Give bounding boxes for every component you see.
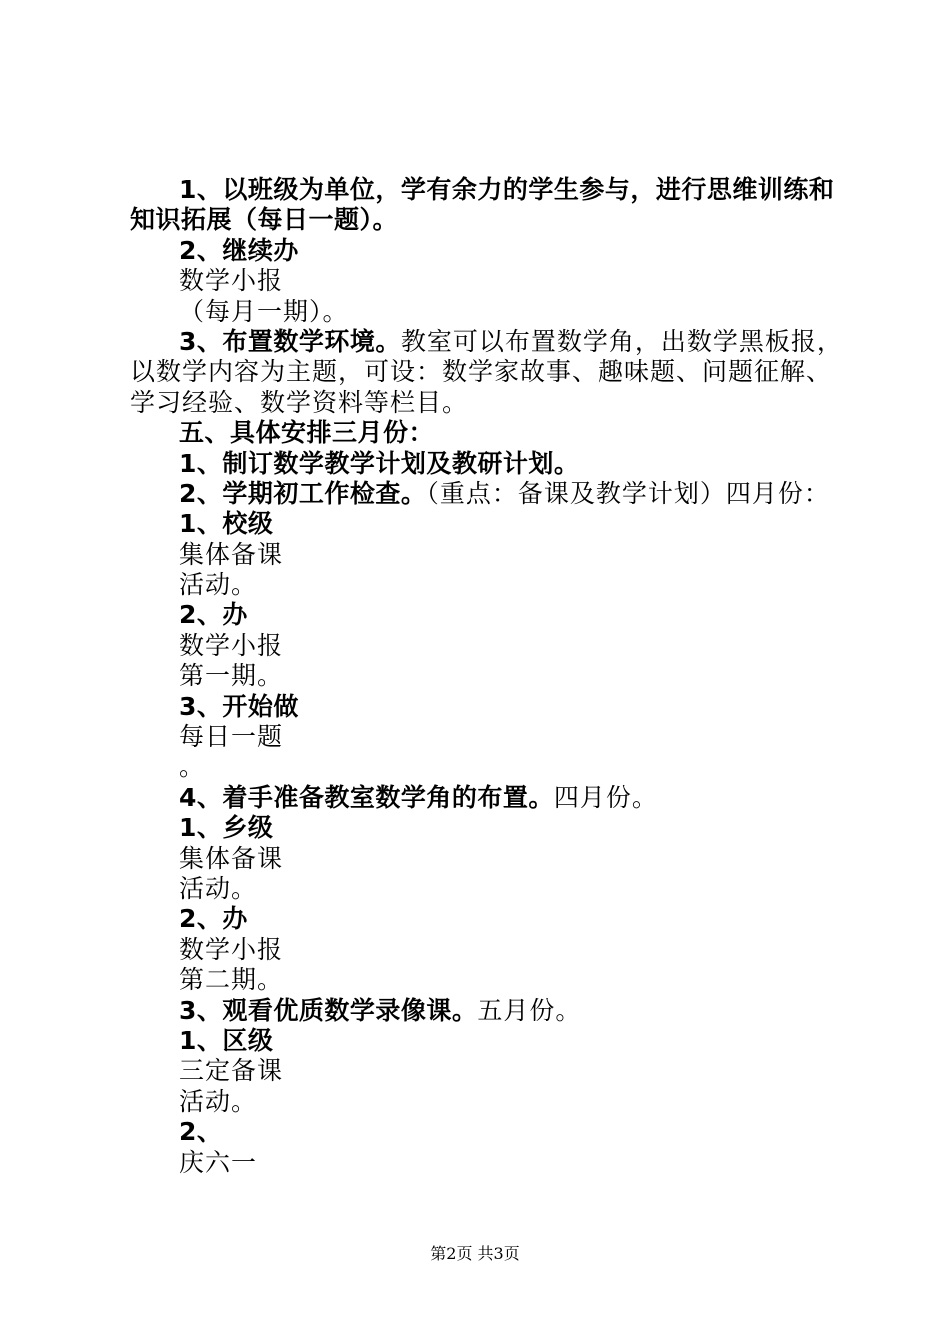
bold-text-run: 2、办: [179, 904, 248, 934]
regular-text-run: 教室可以布置数学角，出数学黑板报，: [400, 326, 843, 356]
text-line: [130, 844, 830, 874]
regular-text-run: 第一期。: [179, 661, 284, 691]
text-line: [130, 1117, 830, 1147]
bold-text-run: 1、制订数学教学计划及教研计划。: [179, 448, 580, 478]
text-line: [130, 600, 830, 630]
bold-text-run: 3、开始做: [179, 691, 299, 721]
regular-text-run: 第二期。: [179, 965, 284, 995]
regular-text-run: 学习经验、数学资料等栏目。: [130, 387, 469, 417]
text-line: [130, 752, 830, 782]
regular-text-run: 活动。: [179, 873, 258, 903]
text-line: [130, 1056, 830, 1086]
regular-text-run: 集体备课: [179, 843, 284, 873]
text-line: [130, 418, 830, 448]
text-line: [130, 357, 833, 387]
text-line: [130, 722, 830, 752]
bold-text-run: 1、以班级为单位，学有余力的学生参与，进行思维训练和: [179, 175, 835, 204]
page-footer: 第2页 共3页: [430, 1244, 520, 1263]
text-line: [130, 205, 830, 235]
text-line: [130, 326, 843, 357]
text-line: [130, 813, 830, 843]
bold-text-run: 2、办: [179, 600, 248, 630]
bold-text-run: 1、校级: [179, 509, 274, 539]
text-line: [130, 540, 830, 570]
regular-text-run: 五月份。: [477, 995, 582, 1025]
text-line: [130, 175, 835, 205]
regular-text-run: 集体备课: [179, 539, 284, 569]
regular-text-run: 三定备课: [179, 1056, 284, 1086]
bold-text-run: 3、观看优质数学录像课。: [179, 995, 478, 1025]
bold-text-run: 知识拓展（每日一题）。: [130, 205, 399, 235]
regular-text-run: 每日一题: [179, 722, 284, 752]
text-line: [130, 935, 830, 965]
text-line: [130, 996, 830, 1026]
regular-text-run: 活动。: [179, 570, 258, 600]
text-line: [130, 692, 830, 722]
bold-text-run: 1、区级: [179, 1025, 274, 1055]
bold-text-run: 2、继续办: [179, 235, 299, 265]
text-line: [130, 388, 830, 418]
regular-text-run: （重点：备课及教学计划）四月份：: [426, 478, 830, 508]
text-line: [130, 661, 830, 691]
regular-text-run: 数学小报: [179, 934, 284, 964]
regular-text-run: 庆六一: [179, 1147, 258, 1177]
regular-text-run: 。: [179, 752, 206, 782]
text-line: [130, 570, 830, 600]
bold-text-run: 2、学期初工作检查。: [179, 478, 427, 508]
regular-text-run: 数学小报: [179, 630, 284, 660]
regular-text-run: （每月一期）。: [179, 296, 349, 326]
document-body: [130, 175, 843, 1178]
bold-text-run: 1、乡级: [179, 813, 274, 843]
regular-text-run: 活动。: [179, 1086, 258, 1116]
bold-text-run: 五、具体安排三月份：: [179, 418, 435, 448]
text-line: [130, 631, 830, 661]
bold-text-run: 2、: [179, 1117, 223, 1147]
text-line: [130, 1026, 830, 1056]
text-line: [130, 449, 830, 479]
bold-text-run: 3、布置数学环境。: [179, 326, 401, 356]
regular-text-run: 以数学内容为主题，可设：数学家故事、趣味题、问题征解、: [130, 357, 833, 387]
text-line: [130, 874, 830, 904]
text-line: [130, 904, 830, 934]
text-line: [130, 297, 830, 327]
text-line: [130, 965, 830, 995]
bold-text-run: 4、着手准备教室数学角的布置。: [179, 782, 554, 812]
text-line: [130, 266, 830, 296]
regular-text-run: 四月份。: [553, 782, 658, 812]
text-line: [130, 1148, 830, 1178]
text-line: [130, 783, 830, 813]
text-line: [130, 479, 830, 509]
text-line: [130, 236, 830, 266]
text-line: [130, 509, 830, 539]
regular-text-run: 数学小报: [179, 266, 284, 296]
text-line: [130, 1087, 830, 1117]
